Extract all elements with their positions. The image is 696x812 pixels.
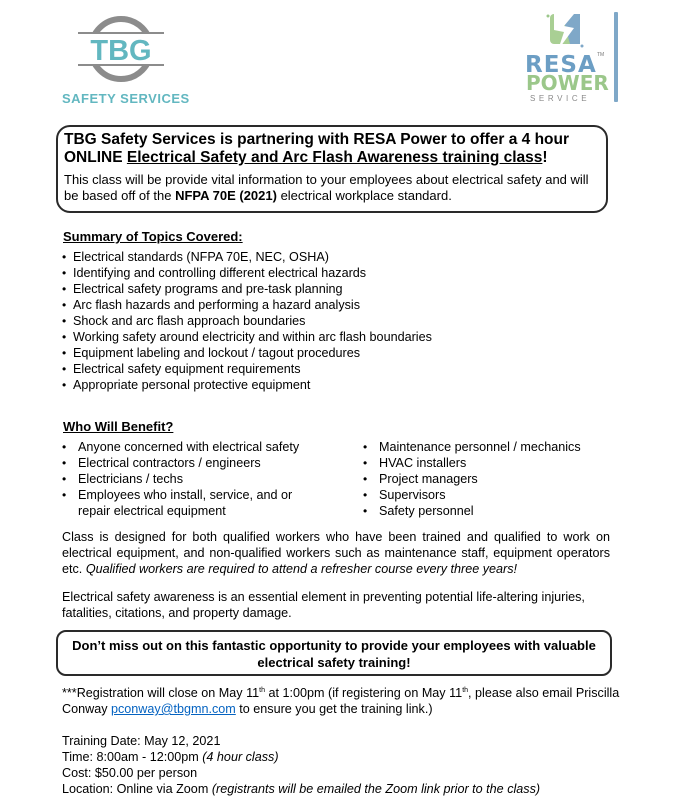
ordinal-suffix: th [259, 687, 266, 694]
list-item: • Electricians / techs [62, 471, 352, 487]
headline-text: TBG Safety Services is partnering with RESA Power to offer a 4 hour ONLINE [64, 131, 570, 166]
training-time [62, 749, 540, 765]
time-note: (4 hour class) [202, 750, 279, 764]
registration-note [62, 685, 622, 717]
intro-body [64, 172, 606, 204]
registration-text: at 1:00pm (if registering on May 11 [265, 686, 463, 700]
list-item: • Shock and arc flash approach boundaries [62, 313, 432, 329]
benefit-list-left [62, 439, 352, 519]
location-value: Location: Online via Zoom [62, 782, 212, 796]
location-note: (registrants will be emailed the Zoom link prior to the class) [211, 782, 541, 796]
logo-divider [614, 12, 618, 102]
list-item: • Supervisors [363, 487, 623, 503]
list-item: • Anyone concerned with electrical safety [62, 439, 352, 455]
svg-text:TBG: TBG [90, 35, 152, 67]
list-item: • Arc flash hazards and performing a hazard analysis [62, 297, 432, 313]
list-item: • Working safety around electricity and within arc flash boundaries [62, 329, 432, 345]
list-item: • Electrical standards (NFPA 70E, NEC, OSHA) [62, 249, 432, 265]
intro-body-end: electrical workplace standard. [276, 188, 452, 203]
list-item: • Identifying and controlling different electrical hazards [62, 265, 432, 281]
list-item: • Appropriate personal protective equipment [62, 377, 432, 393]
resa-wordmark: RESA [525, 52, 597, 78]
intro-headline [64, 131, 606, 167]
list-item: • Electrical safety equipment requirements [62, 361, 432, 377]
ordinal-suffix: th [462, 687, 469, 694]
list-item: • Equipment labeling and lockout / tagout procedures [62, 345, 432, 361]
list-item: • Electrical contractors / engineers [62, 455, 352, 471]
class-description [62, 529, 610, 577]
registration-text: ***Registration will close on May 11 [62, 686, 260, 700]
headline-exclamation: ! [542, 149, 548, 166]
list-item: • Maintenance personnel / mechanics [363, 439, 623, 455]
power-wordmark: POWER [526, 71, 609, 95]
tbg-tagline: SAFETY SERVICES [62, 91, 190, 106]
training-cost: Cost: $50.00 per person [62, 766, 198, 780]
headline-class-name: Electrical Safety and Arc Flash Awareness training class [126, 149, 543, 166]
training-details [62, 733, 540, 797]
benefit-heading: Who Will Benefit? [63, 419, 174, 434]
intro-body-text: This class will be provide vital information to your employees about electrical safety and will be based off of the [64, 172, 589, 203]
resa-lightning-icon [540, 10, 590, 52]
refresher-note: Qualified workers are required to attend a refresher course every three years! [85, 562, 518, 576]
training-location [62, 781, 540, 797]
registration-text: , please also email Priscilla Conway [62, 686, 620, 716]
service-wordmark: SERVICE [530, 94, 591, 103]
awareness-paragraph: Electrical safety awareness is an essential element in preventing potential life-altering injuries, fatalities, citations, and property damage. [62, 590, 585, 620]
registration-text: to ensure you get the training link.) [235, 702, 433, 716]
list-item: • Project managers [363, 471, 623, 487]
intro-box [56, 125, 608, 213]
list-item: • Safety personnel [363, 503, 623, 519]
class-description-text: Class is designed for both qualified workers who have been trained and qualified to work on electrical equipment, and non-qualified workers such as maintenance staff, equipment operators etc. [62, 530, 610, 576]
trademark-mark: TM [597, 52, 605, 58]
benefit-list-right [363, 439, 623, 519]
tbg-logo-icon [78, 14, 164, 84]
time-value: Time: 8:00am - 12:00pm [62, 750, 203, 764]
topics-list [62, 249, 432, 393]
cta-box: Don’t miss out on this fantastic opportunity to provide your employees with valuable electrical safety training! [56, 630, 612, 676]
list-item: • HVAC installers [363, 455, 623, 471]
topics-heading: Summary of Topics Covered: [63, 229, 243, 244]
standard-name: NFPA 70E (2021) [175, 188, 277, 203]
list-item: • Electrical safety programs and pre-task planning [62, 281, 432, 297]
training-date: Training Date: May 12, 2021 [62, 734, 221, 748]
email-link[interactable]: pconway@tbgmn.com [111, 702, 236, 716]
list-item: • Employees who install, service, and or repair electrical equipment [62, 487, 318, 519]
